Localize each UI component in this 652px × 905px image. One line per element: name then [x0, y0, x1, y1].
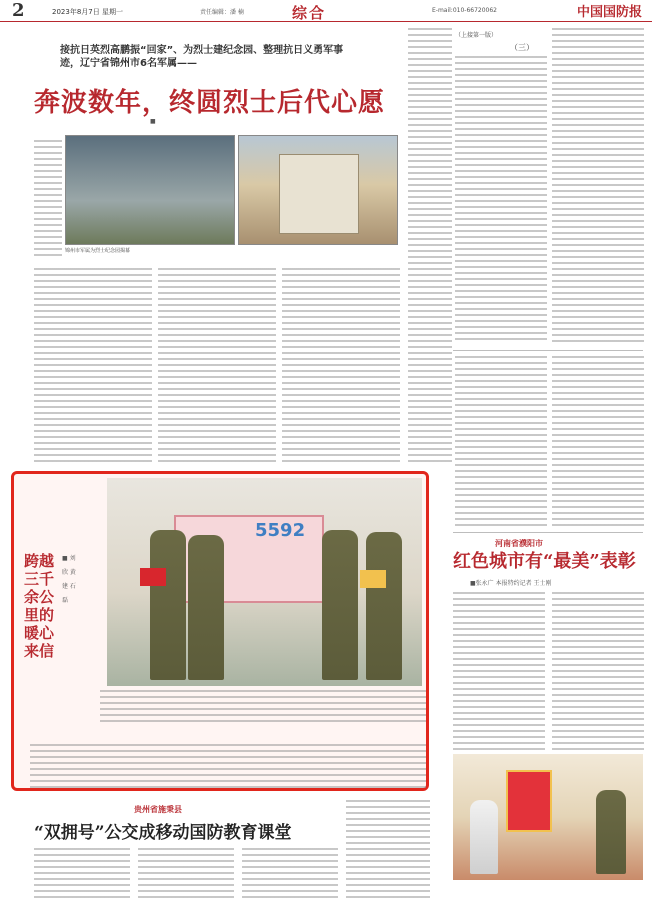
soldier-figure	[366, 532, 402, 680]
text-column	[455, 56, 547, 342]
text-column	[552, 356, 644, 526]
article-kicker: 河南省濮阳市	[495, 539, 543, 548]
issue-date: 2023年8月7日 星期一	[52, 8, 123, 16]
soldier-figure	[188, 535, 224, 680]
exhibition-poster	[506, 770, 552, 832]
text-column	[455, 356, 547, 526]
soldier-figure	[322, 530, 358, 680]
text-column	[34, 140, 62, 260]
article-title: 红色城市有“最美”表彰	[453, 551, 636, 572]
divider	[453, 350, 643, 351]
text-column	[282, 268, 400, 464]
highlight-intro	[100, 690, 426, 726]
article-kicker: 贵州省施秉县	[134, 805, 182, 814]
article-byline: ■张永广 本报特约记者 王士刚	[470, 580, 552, 587]
text-column	[34, 268, 152, 464]
soldiers-photo	[65, 135, 235, 245]
text-column	[346, 800, 430, 900]
page-number: 2	[12, 0, 25, 21]
article-byline: ■	[150, 118, 156, 125]
article-title: 奔波数年，终圆烈士后代心愿	[34, 88, 386, 118]
marker-number: 5592	[255, 520, 306, 541]
article-title: “双拥号”公交成移动国防教育课堂	[34, 823, 292, 843]
memorial-monument	[279, 154, 359, 234]
text-column	[453, 592, 545, 750]
red-banner	[140, 568, 166, 586]
editor-line: 责任编辑：潘 楠	[200, 9, 244, 16]
divider	[453, 532, 643, 533]
photo-caption: 锦州市军属为烈士纪念园揭幕	[65, 248, 131, 254]
page-header	[0, 0, 652, 22]
contact-line: E-mail:010-66720062	[432, 7, 497, 14]
highlight-notes	[30, 744, 426, 788]
memorial-photo	[238, 135, 398, 245]
continued-tag: （上接第一版）	[455, 32, 498, 39]
text-column	[34, 848, 130, 900]
newspaper-logo: 中国国防报	[576, 5, 642, 20]
yellow-banner	[360, 570, 386, 588]
article-kicker: 接抗日英烈高鹏振“回家”、为烈士建纪念园、整理抗日义勇军事迹，辽宁省锦州市6名军属——	[60, 45, 344, 69]
soldier-figure	[596, 790, 626, 874]
soldier-figure	[150, 530, 186, 680]
text-column	[552, 592, 644, 750]
highlight-title: 跨越三千余公里的暖心来信	[24, 552, 55, 660]
text-column	[138, 848, 234, 900]
text-column	[242, 848, 338, 900]
section-title: 综合	[292, 4, 327, 22]
highlight-byline: ■ 刘 欣 黄 建 石磊	[62, 555, 76, 604]
text-column	[552, 28, 644, 344]
text-column	[408, 28, 452, 466]
visitor-figure	[470, 800, 498, 874]
text-column	[158, 268, 276, 464]
section-number: （三）	[510, 43, 534, 52]
